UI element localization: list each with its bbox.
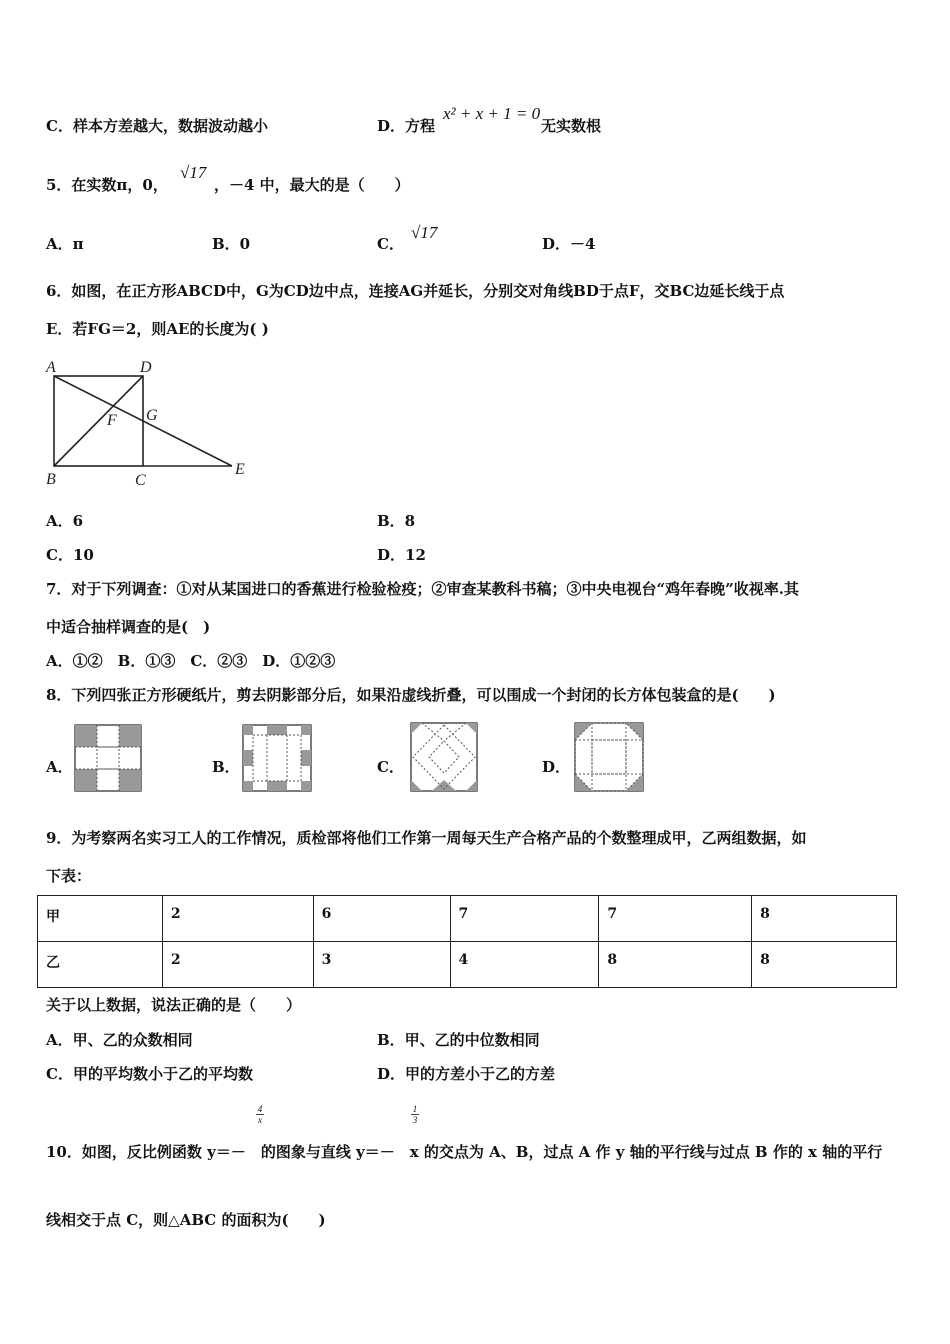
q4-option-c: C．样本方差越大，数据波动越小 — [46, 117, 268, 135]
table-cell: 2 — [162, 942, 313, 988]
q4-option-d-prefix: D．方程 — [377, 117, 436, 135]
q8-option-c-label: C． — [377, 758, 404, 776]
q7-stem-line2: 中适合抽样调查的是( ) — [46, 618, 211, 636]
q6-stem-line2: E．若FG＝2，则AE的长度为( ) — [46, 320, 269, 338]
table-cell: 2 — [162, 896, 313, 942]
q8-option-b-label: B． — [212, 758, 240, 776]
table-cell: 8 — [752, 896, 897, 942]
fraction-numerator: 1 — [412, 1104, 418, 1114]
label-a: A — [46, 359, 56, 376]
table-cell: 4 — [450, 942, 599, 988]
label-f: F — [107, 412, 117, 429]
q7-options: A．①② B．①③ C．②③ D．①②③ — [46, 652, 336, 670]
q9-option-c: C．甲的平均数小于乙的平均数 — [46, 1065, 253, 1083]
table-cell: 甲 — [38, 896, 163, 942]
q10-fraction-1-over-3 — [411, 1104, 419, 1125]
q10-stem-line2: 线相交于点 C，则△ABC 的面积为( ) — [46, 1211, 326, 1229]
q6-square-figure — [40, 355, 255, 490]
label-d: D — [140, 359, 152, 376]
table-cell: 6 — [313, 896, 450, 942]
q8-option-d-label: D． — [542, 758, 571, 776]
q8-figure-b — [242, 724, 312, 792]
table-cell: 7 — [599, 896, 752, 942]
q9-option-a: A．甲、乙的众数相同 — [46, 1031, 193, 1049]
label-e: E — [235, 461, 245, 478]
table-row-jia — [38, 896, 897, 942]
label-b: B — [46, 471, 56, 488]
table-cell: 3 — [313, 942, 450, 988]
q6-option-a: A．6 — [46, 512, 84, 530]
q9-option-d: D．甲的方差小于乙的方差 — [377, 1065, 556, 1083]
fraction-denominator: 3 — [412, 1115, 418, 1125]
q6-stem-line1: 6．如图，在正方形ABCD中，G为CD边中点，连接AG并延长，分别交对角线BD于点F，交BC边延长线于点 — [46, 282, 785, 300]
q6-option-b: B．8 — [377, 512, 416, 530]
diagonal-bd — [54, 376, 143, 466]
q8-stem: 8．下列四张正方形硬纸片，剪去阴影部分后，如果沿虚线折叠，可以围成一个封闭的长方体包装盒的是( ) — [46, 686, 776, 704]
q5-stem-a: 5．在实数π，0， — [46, 176, 168, 194]
q8-figure-c — [410, 722, 478, 792]
fraction-numerator: 4 — [257, 1104, 263, 1114]
q6-option-c: C．10 — [46, 546, 94, 564]
label-c: C — [135, 472, 146, 489]
table-cell: 7 — [450, 896, 599, 942]
q5-option-c: C． — [377, 235, 404, 253]
q9-stem-line1: 9．为考察两名实习工人的工作情况，质检部将他们工作第一周每天生产合格产品的个数整理成甲，乙两组数据，如 — [46, 829, 807, 847]
q9-stem-line2: 下表： — [46, 867, 92, 885]
q5-sqrt17: √17 — [180, 163, 207, 182]
q5-option-b: B．0 — [212, 235, 251, 253]
table-row-yi — [38, 942, 897, 988]
q9-data-table — [37, 895, 897, 988]
label-g: G — [146, 407, 158, 424]
q10-fraction-4-over-x — [256, 1104, 264, 1125]
table-cell: 8 — [752, 942, 897, 988]
q9-after-text: 关于以上数据，说法正确的是（ ） — [46, 996, 302, 1014]
q10-stem-line1: 10．如图，反比例函数 y＝－ 的图象与直线 y＝－ x 的交点为 A、B，过点 A 作 y 轴的平行线与过点 B 作的 x 轴的平行 — [46, 1143, 883, 1161]
q4-option-d-equation: x² + x + 1 = 0 — [443, 104, 541, 123]
q7-stem-line1: 7．对于下列调查：①对从某国进口的香蕉进行检验检疫；②审查某教科书稿；③中央电视台“鸡年春晚”收视率.其 — [46, 580, 799, 598]
q8-figure-a — [74, 724, 142, 792]
q5-option-a: A．π — [46, 235, 84, 253]
q6-option-d: D．12 — [377, 546, 426, 564]
q5-stem-b: ，－4 中，最大的是（ ） — [214, 176, 410, 194]
table-cell: 8 — [599, 942, 752, 988]
q5-option-c-sqrt: √17 — [411, 223, 438, 242]
table-cell: 乙 — [38, 942, 163, 988]
fraction-denominator: x — [258, 1115, 262, 1125]
q8-figure-d — [574, 722, 644, 792]
q5-option-d: D．－4 — [542, 235, 596, 253]
q8-option-a-label: A． — [46, 758, 73, 776]
q9-option-b: B．甲、乙的中位数相同 — [377, 1031, 540, 1049]
q4-option-d-suffix: 无实数根 — [541, 117, 602, 135]
